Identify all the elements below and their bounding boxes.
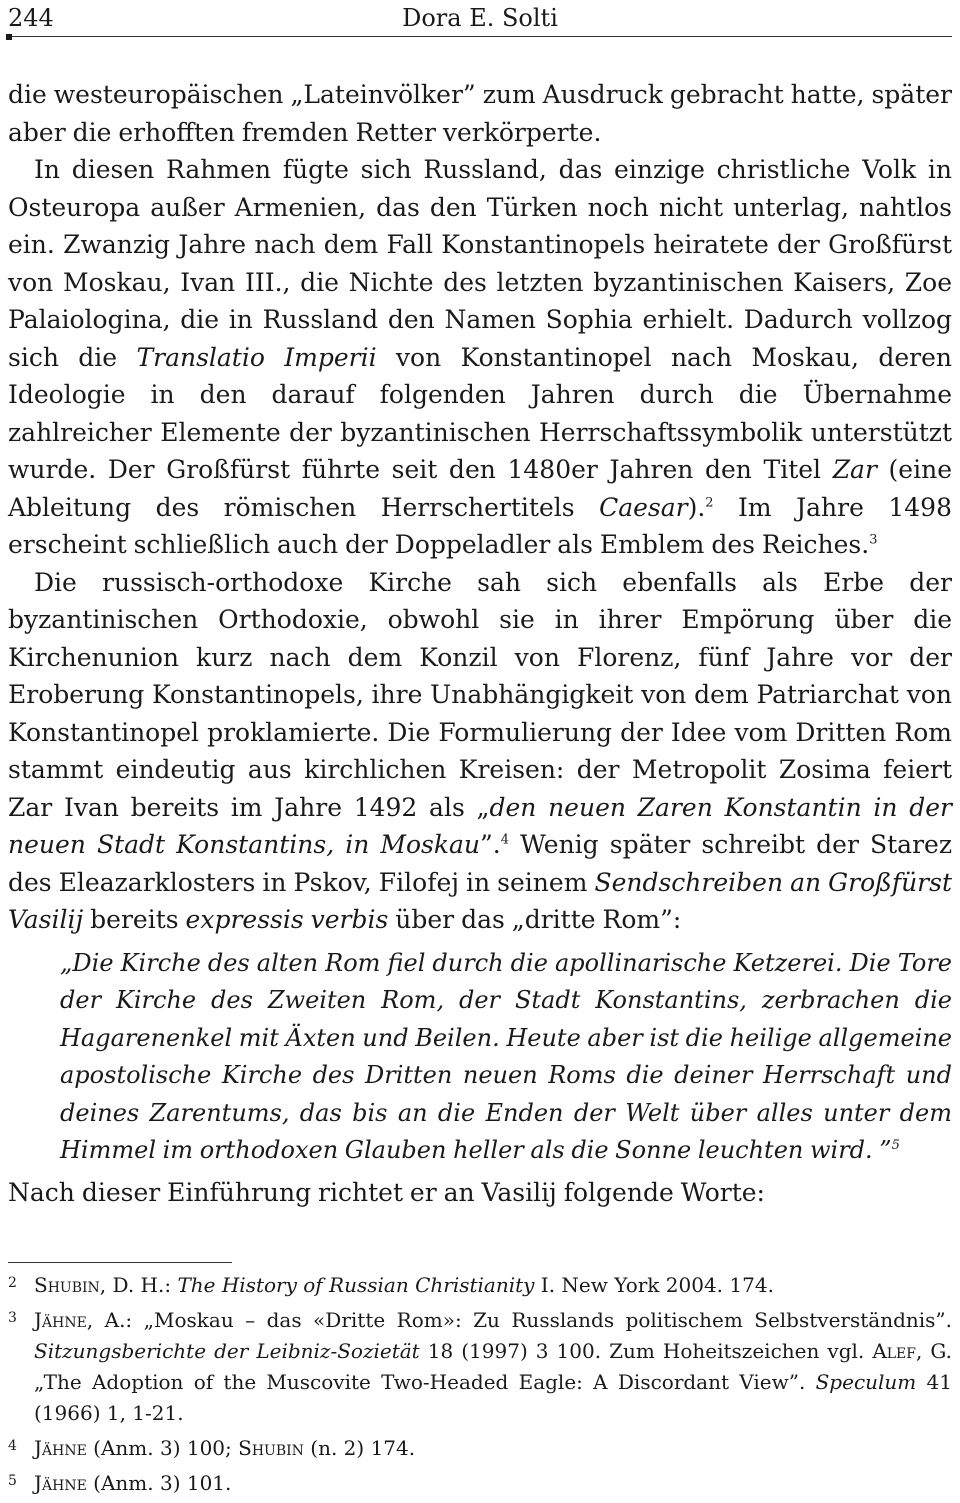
header-marker-dot bbox=[6, 34, 12, 40]
footnote-2 bbox=[8, 1270, 952, 1301]
footnote-text: (n. 2) 174. bbox=[303, 1436, 416, 1460]
footnote-text: (Anm. 3) 101. bbox=[86, 1471, 232, 1495]
footnote-ref-5[interactable]: 5 bbox=[891, 1138, 900, 1153]
p3-text-5: über das „dritte Rom”: bbox=[388, 905, 682, 934]
p3-text-4: bereits bbox=[83, 905, 186, 934]
body-text bbox=[8, 76, 952, 1211]
p3-text-1: Die russisch-orthodoxe Kirche sah sich ebenfalls als Erbe der byzantinischen Orthodoxie, obwohl sie in ihrer Empörung über die Kirchenunion kurz nach dem Konzil von Florenz, fünf Jahre vor der Eroberung Konstantinopels, ihre Unabhängigkeit von dem Patriarchat von Konstantinopel proklamierte. Die Formulierung der Idee vom Dritten Rom stammt eindeutig aus kirchlichen Kreisen: der Metropolit Zosima feiert Zar Ivan bereits im Jahre 1492 als „ bbox=[8, 567, 952, 822]
footnote-text: 18 (1997) 3 100. Zum Hoheitszeichen vgl. bbox=[419, 1339, 873, 1363]
p3-italic-quote: den neuen Zaren Konstantin in der neuen Stadt Konstantins, in Moskau bbox=[8, 792, 952, 859]
footnote-number: 3 bbox=[8, 1310, 17, 1326]
footnote-3 bbox=[8, 1305, 952, 1429]
p3-text-2: ”. bbox=[480, 830, 501, 859]
footnote-journal: Speculum bbox=[815, 1370, 917, 1394]
footnote-ref-3[interactable]: 3 bbox=[869, 532, 878, 548]
footnote-text: „Moskau – das «Dritte Rom»: Zu Russlands politischem Selbstverständnis”. bbox=[132, 1308, 953, 1332]
footnote-4 bbox=[8, 1433, 952, 1464]
block-quote-text: „Die Kirche des alten Rom fiel durch die apollinarische Ketzerei. Die Tore der Kirche des Zweiten Rom, der Stadt Konstantins, zerbrachen die Hagarenenkel mit Äxten und Beilen. Heute aber ist die heilige allgemeine apostolische Kirche des Dritten neuen Roms die deiner Herrschaft und deines Zarentums, das bis an die Enden der Welt über alles unter dem Himmel im orthodoxen Glauben heller als die Sonne leuchten wird. ” bbox=[60, 948, 952, 1164]
footnote-ref-4[interactable]: 4 bbox=[500, 832, 510, 848]
paragraph-4-text: Nach dieser Einführung richtet er an Vasilij folgende Worte: bbox=[8, 1177, 765, 1207]
footnote-author: Jähne bbox=[34, 1436, 87, 1460]
footnote-number: 5 bbox=[8, 1473, 17, 1489]
footnote-text: „The Adoption of the Muscovite Two-Headed Eagle: A Discordant View”. bbox=[34, 1370, 816, 1394]
footnote-author: Jähne bbox=[34, 1471, 87, 1495]
footnote-ref-2[interactable]: 2 bbox=[705, 495, 714, 511]
footnote-5 bbox=[8, 1468, 952, 1499]
paragraph-4 bbox=[8, 1174, 952, 1212]
paragraph-3 bbox=[8, 564, 952, 939]
p2-italic-zar: Zar bbox=[832, 455, 877, 484]
p2-italic-translatio: Translatio Imperii bbox=[136, 342, 377, 372]
paragraph-2 bbox=[8, 151, 952, 564]
block-quote bbox=[60, 945, 952, 1170]
p2-text-3: (eine Ableitung des römischen Herrschertitels bbox=[8, 455, 952, 522]
footnote-text: 41 (1966) 1, 1-21. bbox=[34, 1370, 953, 1425]
p2-text-5: Im Jahre 1498 erscheint schließlich auch der Doppeladler als Emblem des Reiches. bbox=[8, 492, 952, 559]
p2-italic-caesar: Caesar bbox=[599, 492, 688, 522]
footnote-text: I. New York 2004. 174. bbox=[534, 1273, 774, 1297]
footnote-author: Alef, G. bbox=[872, 1339, 953, 1363]
footnote-text: (Anm. 3) 100; bbox=[86, 1436, 239, 1460]
footnote-number: 2 bbox=[8, 1275, 17, 1291]
footnote-author: Shubin, D. H.: bbox=[34, 1273, 172, 1297]
p2-text-4: ). bbox=[687, 492, 706, 522]
running-header bbox=[8, 0, 952, 36]
footnotes bbox=[8, 1270, 952, 1503]
footnote-author: Shubin bbox=[238, 1436, 304, 1460]
p3-italic-sendschreiben: Sendschreiben an Großfürst Vasilij bbox=[8, 867, 952, 934]
p3-italic-expressis: expressis verbis bbox=[185, 905, 389, 934]
footnote-rule bbox=[8, 1262, 232, 1263]
p2-text-1: In diesen Rahmen fügte sich Russland, das einzige christliche Volk in Osteuropa außer Armenien, das den Türken noch nicht unterlag, nahtlos ein. Zwanzig Jahre nach dem Fall Konstantinopels heiratete der Großfürst von Moskau, Ivan III., die Nichte des letzten byzantinischen Kaisers, Zoe Palaiologina, die in Russland den Namen Sophia erhielt. Dadurch vollzog sich die bbox=[8, 155, 952, 372]
page-number: 244 bbox=[8, 4, 54, 32]
footnote-title: The History of Russian Christianity bbox=[177, 1273, 535, 1297]
running-head-author: Dora E. Solti bbox=[402, 4, 558, 32]
footnote-author: Jähne, A.: bbox=[34, 1308, 133, 1332]
footnote-number: 4 bbox=[8, 1438, 17, 1454]
header-rule bbox=[8, 36, 952, 37]
p3-text-3: Wenig später schreibt der Starez des Eleazarklosters in Pskov, Filofej in seinem bbox=[8, 830, 952, 897]
paragraph-1 bbox=[8, 76, 952, 151]
p2-text-2: von Konstantinopel nach Moskau, deren Ideologie in den darauf folgenden Jahren durch die Übernahme zahlreicher Elemente der byzantinischen Herrschaftssymbolik unterstützt wurde. Der Großfürst führte seit den 1480er Jahren den Titel bbox=[8, 342, 952, 484]
footnote-journal: Sitzungsberichte der Leibniz-Sozietät bbox=[34, 1339, 420, 1363]
paragraph-1-text: die westeuropäischen „Lateinvölker” zum Ausdruck gebracht hatte, später aber die erhofften fremden Retter verkörperte. bbox=[8, 80, 952, 147]
